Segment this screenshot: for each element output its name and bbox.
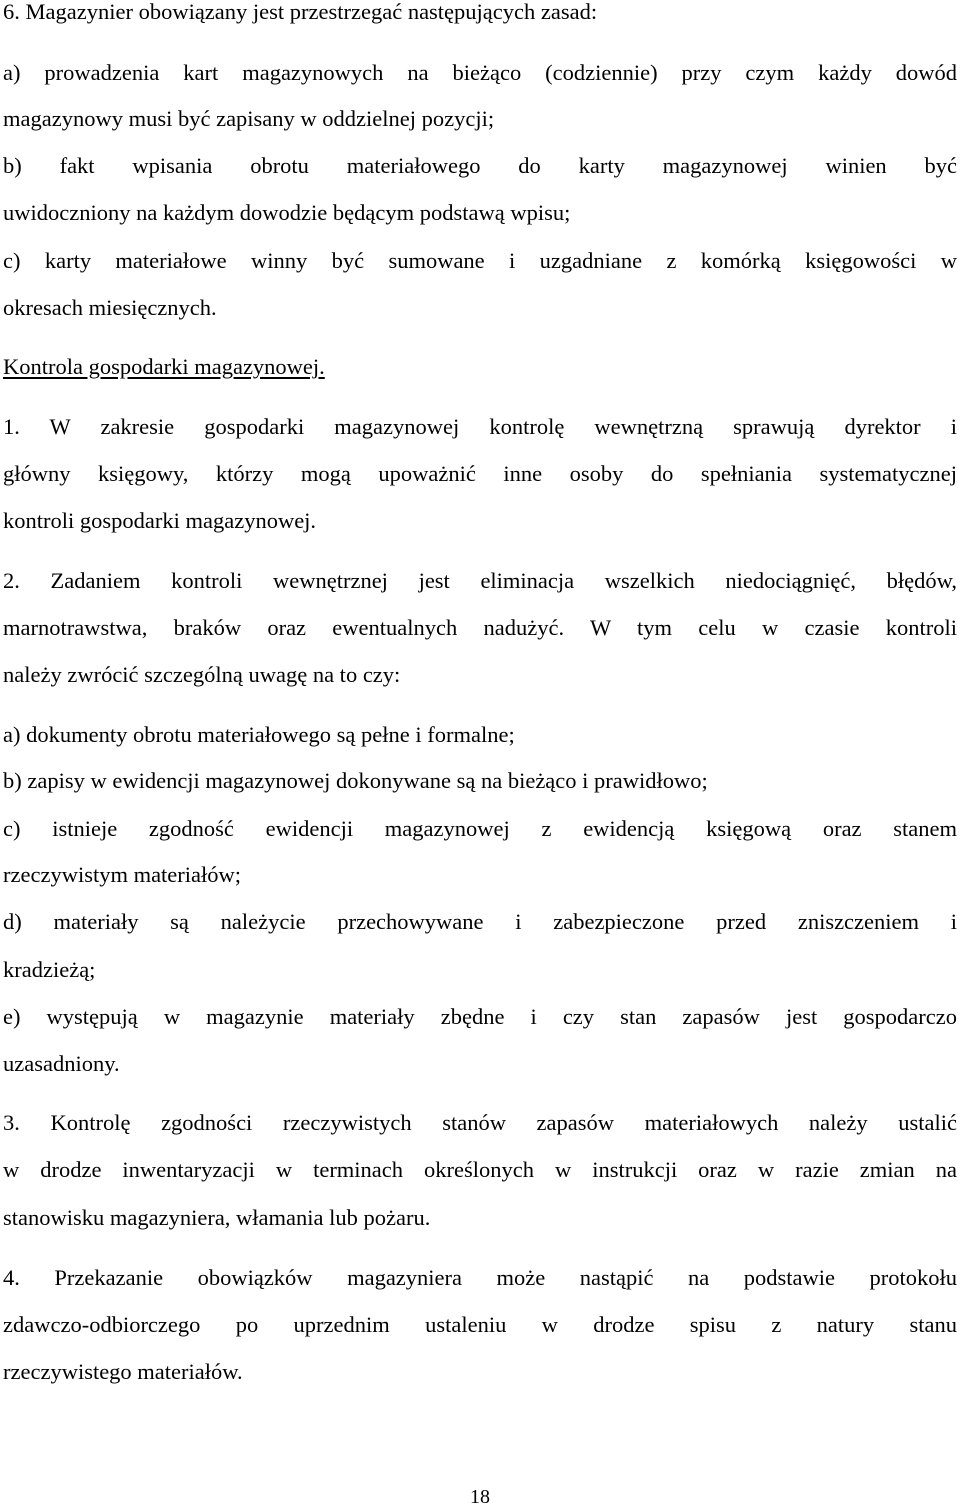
text-line: a) prowadzenia kart magazynowych na bieżąco (codziennie) przy czym każdy dowód [3,60,957,85]
text-line: główny księgowy, którzy mogą upoważnić inne osoby do spełniania systematycznej [3,461,957,486]
text-line: rzeczywistego materiałów. [3,1359,243,1384]
text-line: stanowisku magazyniera, włamania lub pożaru. [3,1205,431,1230]
page-number: 18 [470,1486,490,1508]
text-line: 1. W zakresie gospodarki magazynowej kontrolę wewnętrzną sprawują dyrektor i [3,414,957,439]
text-line: marnotrawstwa, braków oraz ewentualnych nadużyć. W tym celu w czasie kontroli [3,615,957,640]
text-line: zdawczo-odbiorczego po uprzednim ustaleniu w drodze spisu z natury stanu [3,1312,957,1337]
text-line: e) występują w magazynie materiały zbędne i czy stan zapasów jest gospodarczo [3,1004,957,1029]
text-line: b) zapisy w ewidencji magazynowej dokonywane są na bieżąco i prawidłowo; [3,768,708,793]
text-line: w drodze inwentaryzacji w terminach określonych w instrukcji oraz w razie zmian na [3,1157,957,1182]
text-line: 4. Przekazanie obowiązków magazyniera może nastąpić na podstawie protokołu [3,1265,957,1290]
section-heading: Kontrola gospodarki magazynowej. [3,354,325,379]
text-line: okresach miesięcznych. [3,295,217,320]
text-line: 2. Zadaniem kontroli wewnętrznej jest eliminacja wszelkich niedociągnięć, błędów, [3,568,957,593]
text-line: a) dokumenty obrotu materiałowego są pełne i formalne; [3,722,515,747]
text-line: c) karty materiałowe winny być sumowane i uzgadniane z komórką księgowości w [3,248,957,273]
text-line: d) materiały są należycie przechowywane i zabezpieczone przed zniszczeniem i [3,909,957,934]
text-line: kontroli gospodarki magazynowej. [3,508,317,533]
text-line: b) fakt wpisania obrotu materiałowego do karty magazynowej winien być [3,153,957,178]
text-line: 3. Kontrolę zgodności rzeczywistych stanów zapasów materiałowych należy ustalić [3,1110,957,1135]
text-line: magazynowy musi być zapisany w oddzielnej pozycji; [3,106,495,131]
text-line: kradzieżą; [3,957,96,982]
text-line: rzeczywistym materiałów; [3,862,242,887]
text-line: uzasadniony. [3,1051,120,1076]
text-line: c) istnieje zgodność ewidencji magazynowej z ewidencją księgową oraz stanem [3,816,957,841]
text-line: uwidoczniony na każdym dowodzie będącym podstawą wpisu; [3,200,571,225]
text-line: 6. Magazynier obowiązany jest przestrzegać następujących zasad: [3,0,598,24]
text-line: należy zwrócić szczególną uwagę na to czy: [3,662,401,687]
